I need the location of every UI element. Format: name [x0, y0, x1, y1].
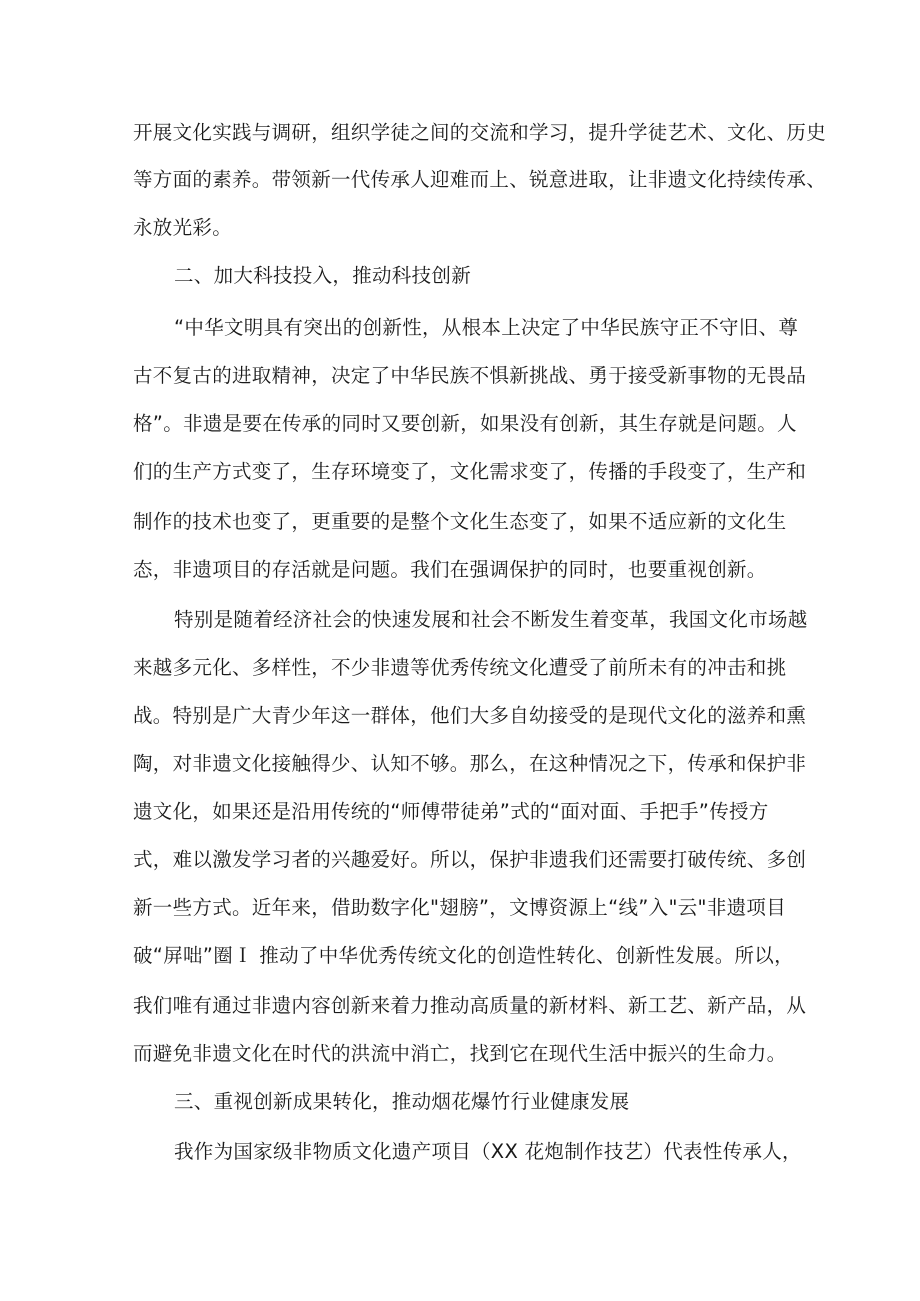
body-text-line: 我们唯有通过非遗内容创新来着力推动高质量的新材料、新工艺、新产品，从	[133, 994, 807, 1017]
body-text-line: 们的生产方式变了，生存环境变了，文化需求变了，传播的手段变了，生产和	[133, 460, 807, 483]
section-heading-2: 二、加大科技投入，推动科技创新	[174, 264, 472, 287]
section-heading-3: 三、重视创新成果转化，推动烟花爆竹行业健康发展	[174, 1090, 630, 1113]
body-text-line: “中华文明具有突出的创新性，从根本上决定了中华民族守正不守旧、尊	[174, 316, 799, 339]
body-text-line: 来越多元化、多样性，不少非遗等优秀传统文化遭受了前所未有的冲击和挑	[133, 656, 787, 679]
body-text-line: 遗文化，如果还是沿用传统的“师傅带徒弟”式的“面对面、手把手”传授方	[133, 800, 769, 823]
body-text-line: 破“屏咄”圈Ｉ 推动了中华优秀传统文化的创造性转化、创新性发展。所以，	[133, 944, 794, 967]
body-text-line: 而避免非遗文化在时代的洪流中消亡，找到它在现代生活中振兴的生命力。	[133, 1042, 787, 1065]
body-text-line: 格”。非遗是要在传承的同时又要创新，如果没有创新，其生存就是问题。人	[133, 412, 797, 435]
body-text-line: 式，难以激发学习者的兴趣爱好。所以，保护非遗我们还需要打破传统、多创	[133, 848, 807, 871]
body-text-line: 等方面的素养。带领新一代传承人迎难而上、锐意进取，让非遗文化持续传承、	[133, 168, 827, 191]
body-text-line: 永放光彩。	[133, 216, 233, 239]
body-text-line: 新一些方式。近年来，借助数字化"翅膀”，文博资源上“线”入"云"非遗项目	[133, 896, 787, 919]
body-text-line: 陶，对非遗文化接触得少、认知不够。那么，在这种情况之下，传承和保护非	[133, 752, 807, 775]
body-text-line: 开展文化实践与调研，组织学徒之间的交流和学习，提升学徒艺术、文化、历史	[133, 121, 827, 144]
body-text-line: 我作为国家级非物质文化遗产项目（XX 花炮制作技艺）代表性传承人，	[174, 1140, 802, 1163]
body-text-line: 战。特别是广大青少年这一群体，他们大多自幼接受的是现代文化的滋养和熏	[133, 704, 807, 727]
body-text-line: 制作的技术也变了，更重要的是整个文化生态变了，如果不适应新的文化生	[133, 510, 787, 533]
body-text-line: 古不复古的进取精神，决定了中华民族不惧新挑战、勇于接受新事物的无畏品	[133, 364, 807, 387]
body-text-line: 特别是随着经济社会的快速发展和社会不断发生着变革，我国文化市场越	[174, 608, 808, 631]
body-text-line: 态，非遗项目的存活就是问题。我们在强调保护的同时，也要重视创新。	[133, 558, 767, 581]
